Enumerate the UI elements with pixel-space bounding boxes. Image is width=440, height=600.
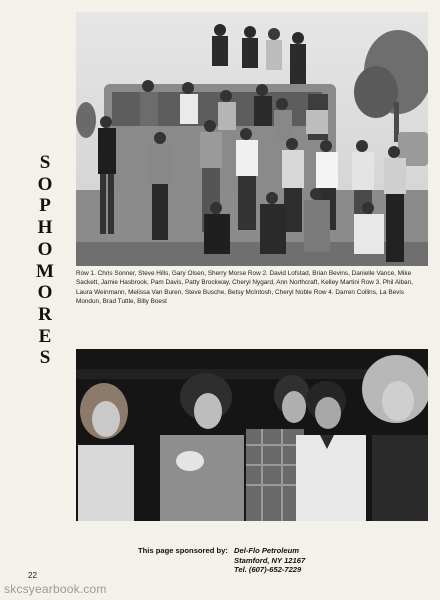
sponsor-phone: Tel. (607)-652-7229: [234, 565, 302, 575]
title-letter: R: [38, 303, 52, 325]
candid-photo: [76, 349, 428, 521]
sponsor-credit: [138, 546, 438, 575]
vertical-title: [34, 152, 56, 369]
title-letter: H: [37, 217, 53, 239]
photo-caption: Row 1. Chris Sonner, Steve Hills, Gary Olsen, Sherry Morse Row 2. David Lofstad, Brian Bevins, Danielle Vance, Mike Sackett, Jamie Hasbrook, Pam Davis, Patty Brockway, Cheryl Nygard, Ann Northcraft, Kelley Martini Row 3. Phil Alban, Laura Weinmann, Melissa Van Buren, Steve Busche, Betsy McIntosh, Cheryl Noble Row 4. Darren Collins, La Bevis Mondun, Brad Tuttle, Billy Boest: [76, 270, 413, 306]
title-letter: S: [39, 152, 51, 173]
title-letter: P: [39, 195, 51, 217]
title-letter: O: [37, 238, 53, 260]
title-letter: S: [39, 347, 51, 369]
title-letter: E: [38, 325, 52, 347]
site-watermark: skcsyearbook.com: [4, 582, 107, 596]
group-photo: [76, 12, 428, 266]
sponsor-info: [234, 546, 305, 575]
title-letter: O: [37, 282, 53, 304]
sponsor-name: Del-Flo Petroleum: [234, 546, 299, 555]
sponsor-city: Stamford, NY 12167: [234, 555, 306, 565]
sponsor-label: This page sponsored by:: [138, 546, 228, 555]
page-number: 22: [28, 571, 37, 580]
title-letter: M: [36, 260, 54, 282]
title-letter: O: [37, 173, 53, 195]
